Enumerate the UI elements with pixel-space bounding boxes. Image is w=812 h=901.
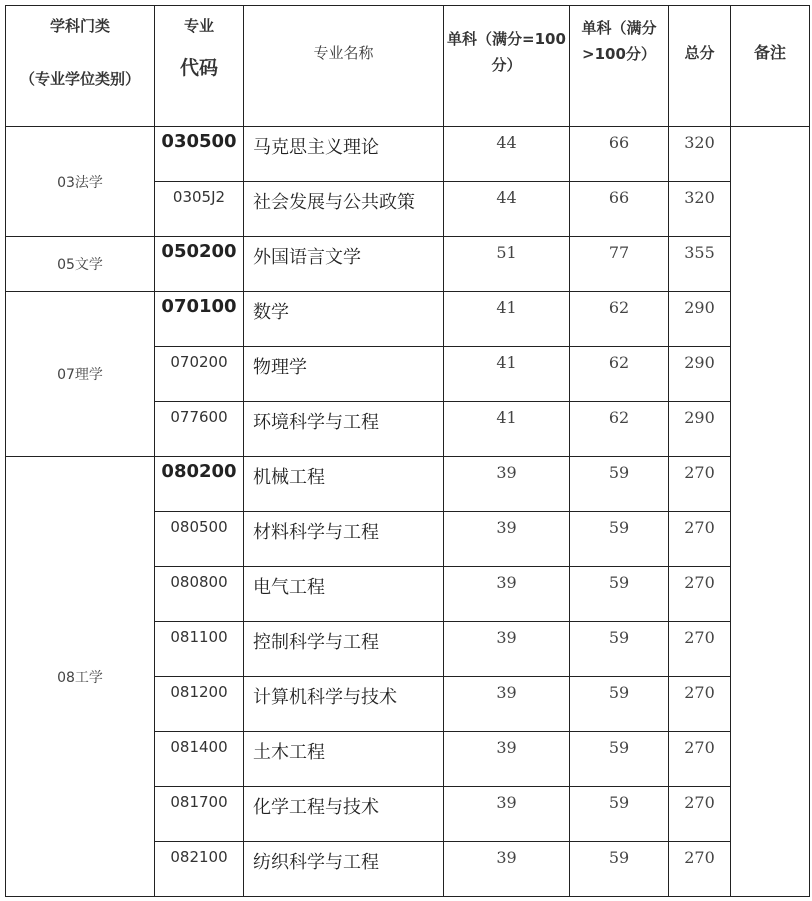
major-code-cell: 082100 [155,842,244,897]
total-score-cell: 320 [669,127,731,182]
single-100-score-cell: 41 [444,347,570,402]
total-score-cell: 320 [669,182,731,237]
single-over-100-score-cell: 77 [570,237,669,292]
single-100-score-cell: 44 [444,182,570,237]
major-name-cell: 机械工程 [244,457,444,512]
major-name-cell: 马克思主义理论 [244,127,444,182]
table-row [6,292,810,347]
single-over-100-score-cell: 59 [570,512,669,567]
major-name-cell: 控制科学与工程 [244,622,444,677]
major-name-cell: 外国语言文学 [244,237,444,292]
note-cell [731,127,810,897]
category-cell: 03法学 [6,127,155,237]
table-row [6,237,810,292]
single-100-score-cell: 39 [444,622,570,677]
major-code-cell: 081200 [155,677,244,732]
category-cell: 05文学 [6,237,155,292]
total-score-cell: 290 [669,292,731,347]
category-cell: 07理学 [6,292,155,457]
major-name-cell: 计算机科学与技术 [244,677,444,732]
total-score-cell: 270 [669,677,731,732]
major-code-cell: 077600 [155,402,244,457]
total-score-cell: 270 [669,457,731,512]
single-100-score-cell: 51 [444,237,570,292]
header-category [6,6,155,127]
major-name-cell: 物理学 [244,347,444,402]
total-score-cell: 270 [669,842,731,897]
major-code-cell: 080500 [155,512,244,567]
total-score-cell: 290 [669,347,731,402]
major-code-cell: 081100 [155,622,244,677]
major-name-cell: 环境科学与工程 [244,402,444,457]
header-name: 专业名称 [244,6,444,127]
major-name-cell: 化学工程与技术 [244,787,444,842]
single-over-100-score-cell: 59 [570,732,669,787]
header-single-over-100: 单科（满分>100分） [570,6,669,127]
header-code-line1: 专业 [183,17,214,35]
single-100-score-cell: 39 [444,787,570,842]
major-code-cell: 050200 [155,237,244,292]
major-name-cell: 社会发展与公共政策 [244,182,444,237]
single-over-100-score-cell: 59 [570,787,669,842]
header-note: 备注 [731,6,810,127]
single-100-score-cell: 39 [444,567,570,622]
header-row [6,6,810,127]
total-score-cell: 270 [669,512,731,567]
single-over-100-score-cell: 62 [570,292,669,347]
single-over-100-score-cell: 66 [570,182,669,237]
header-category-line2: （专业学位类别） [19,70,140,88]
single-100-score-cell: 39 [444,732,570,787]
header-code-line2: 代码 [179,57,218,79]
single-100-score-cell: 44 [444,127,570,182]
table-row [6,457,810,512]
header-code [155,6,244,127]
major-name-cell: 材料科学与工程 [244,512,444,567]
major-code-cell: 080800 [155,567,244,622]
major-code-cell: 0305J2 [155,182,244,237]
single-over-100-score-cell: 59 [570,842,669,897]
single-over-100-score-cell: 62 [570,347,669,402]
single-over-100-score-cell: 59 [570,457,669,512]
single-100-score-cell: 41 [444,402,570,457]
major-name-cell: 数学 [244,292,444,347]
major-code-cell: 070100 [155,292,244,347]
header-category-line1: 学科门类 [49,17,110,35]
single-100-score-cell: 39 [444,512,570,567]
major-name-cell: 纺织科学与工程 [244,842,444,897]
total-score-cell: 270 [669,567,731,622]
single-over-100-score-cell: 62 [570,402,669,457]
major-code-cell: 030500 [155,127,244,182]
score-table-wrapper [5,5,810,897]
single-100-score-cell: 39 [444,677,570,732]
single-over-100-score-cell: 59 [570,567,669,622]
major-name-cell: 土木工程 [244,732,444,787]
single-over-100-score-cell: 59 [570,677,669,732]
score-table [5,5,810,897]
single-over-100-score-cell: 59 [570,622,669,677]
major-code-cell: 081400 [155,732,244,787]
table-row [6,127,810,182]
major-code-cell: 070200 [155,347,244,402]
header-total: 总分 [669,6,731,127]
total-score-cell: 270 [669,787,731,842]
total-score-cell: 355 [669,237,731,292]
single-100-score-cell: 41 [444,292,570,347]
single-over-100-score-cell: 66 [570,127,669,182]
category-cell: 08工学 [6,457,155,897]
header-single-100: 单科（满分=100分） [444,6,570,127]
major-code-cell: 081700 [155,787,244,842]
single-100-score-cell: 39 [444,842,570,897]
total-score-cell: 270 [669,622,731,677]
major-code-cell: 080200 [155,457,244,512]
total-score-cell: 270 [669,732,731,787]
total-score-cell: 290 [669,402,731,457]
single-100-score-cell: 39 [444,457,570,512]
major-name-cell: 电气工程 [244,567,444,622]
table-body [6,127,810,897]
